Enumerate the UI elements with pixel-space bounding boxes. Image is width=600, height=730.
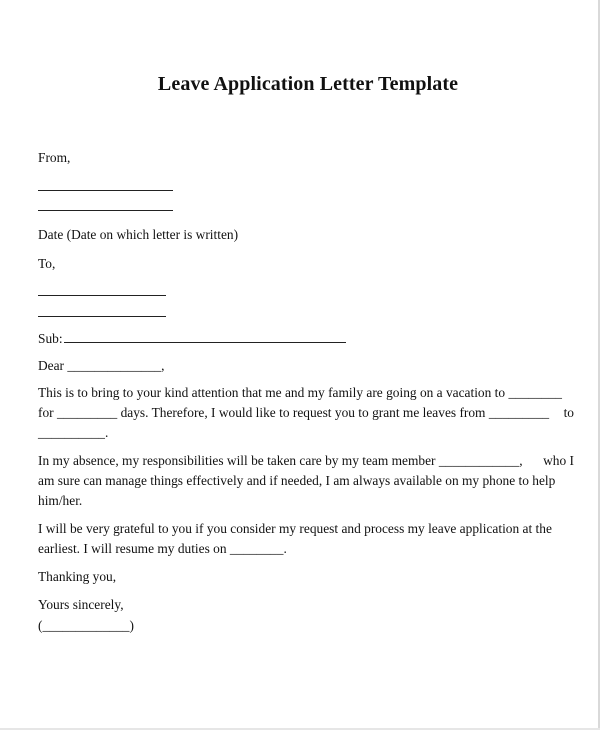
paragraph-responsibilities-line-1: In my absence, my responsibilities will be taken care by my team member ____________, who I — [38, 453, 574, 468]
paragraph-request — [38, 519, 574, 559]
paragraph-vacation-line-1: This is to bring to your kind attention that me and my family are going on a vacation to ________ — [38, 385, 562, 400]
paragraph-responsibilities-line-3: him/her. — [38, 493, 83, 508]
from-label: From, — [38, 150, 71, 165]
salutation-line: Dear ______________, — [38, 358, 165, 373]
paragraph-request-line-2: earliest. I will resume my duties on ________. — [38, 541, 287, 556]
to-address-line-1 — [38, 295, 166, 296]
paragraph-request-line-1: I will be very grateful to you if you consider my request and process my leave application at the — [38, 521, 552, 536]
to-address-line-2 — [38, 316, 166, 317]
paragraph-responsibilities-line-2: am sure can manage things effectively and if needed, I am always available on my phone to help — [38, 473, 556, 488]
signature-blank: (_____________) — [38, 618, 134, 633]
document-title: Leave Application Letter Template — [157, 73, 459, 95]
subject-blank — [64, 330, 346, 343]
date-line: Date (Date on which letter is written) — [38, 227, 239, 242]
from-address-line-1 — [38, 190, 173, 191]
closing-line: Thanking you, — [38, 569, 117, 584]
from-address-line-2 — [38, 210, 173, 211]
paragraph-vacation-line-3: __________. — [38, 425, 109, 440]
subject-label: Sub: — [38, 331, 63, 346]
subject-line — [38, 330, 346, 347]
to-label: To, — [38, 256, 56, 271]
paragraph-vacation — [38, 383, 574, 443]
sign-off-line: Yours sincerely, — [38, 597, 124, 612]
paragraph-responsibilities — [38, 451, 574, 511]
paragraph-vacation-line-2: for _________ days. Therefore, I would like to request you to grant me leaves from _________ to — [38, 405, 574, 420]
